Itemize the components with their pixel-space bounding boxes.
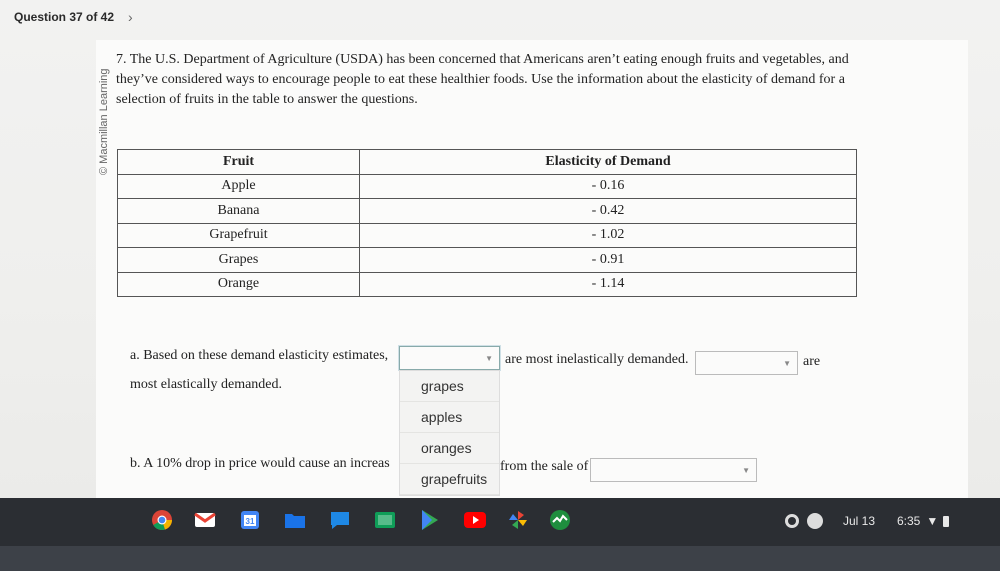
elasticity-table [117,149,857,297]
fruit-cell: Banana [118,199,360,224]
part-a-text: a. Based on these demand elasticity estimates, [130,348,389,363]
classroom-icon[interactable] [373,508,397,532]
chevron-down-icon: ▼ [485,354,493,363]
copyright-credit: © Macmillan Learning [98,68,110,175]
date-display[interactable] [843,510,875,532]
calendar-icon[interactable] [238,508,262,532]
question-header [14,9,133,25]
table-header-row [118,150,857,175]
elasticity-cell: - 0.42 [360,199,857,224]
elasticity-cell: - 0.16 [360,174,857,199]
chat-icon[interactable] [328,508,352,532]
part-b-text: b. A 10% drop in price would cause an increas [130,456,390,471]
elastic-dropdown[interactable] [695,351,798,375]
elasticity-cell: - 1.02 [360,223,857,248]
youtube-icon[interactable] [463,508,487,532]
system-tray[interactable] [897,510,949,532]
table-row [118,199,857,224]
gmail-icon[interactable] [193,508,217,532]
elasticity-cell: - 0.91 [360,248,857,273]
part-a-text: are most inelastically demanded. [505,352,689,367]
question-prompt: 7. The U.S. Department of Agriculture (USDA) has been concerned that Americans aren’t eating enough fruits and vegetables, and they’ve considered ways to encourage people to eat these healthier foods. Use the information about the elasticity of demand for a selection of fruits in the table to answer the questions. [116,52,849,107]
files-icon[interactable] [283,508,307,532]
fruit-cell: Grapefruit [118,223,360,248]
dropdown-option[interactable]: grapefruits [400,464,499,495]
pinwheel-icon[interactable] [506,508,530,532]
time-label: 6:35 [897,514,921,528]
fruit-cell: Orange [118,272,360,297]
inelastic-dropdown[interactable] [399,346,500,370]
play-store-icon[interactable] [418,508,442,532]
wifi-icon: ▼ [926,514,939,528]
chevron-right-icon[interactable]: › [128,9,133,25]
question-counter[interactable]: Question 37 of 42 [14,10,115,24]
date-label: Jul 13 [843,514,876,528]
column-header: Fruit [118,150,360,175]
column-header: Elasticity of Demand [360,150,857,175]
table-row [118,223,857,248]
dropdown-menu [399,370,500,496]
elasticity-cell: - 1.14 [360,272,857,297]
svg-text:31: 31 [245,517,255,526]
part-b-text: from the sale of [500,459,589,474]
part-a-text: are [803,354,821,369]
revenue-dropdown[interactable] [590,458,757,482]
dropdown-option[interactable]: grapes [400,371,499,402]
table-row [118,248,857,273]
chevron-down-icon: ▼ [742,466,750,475]
part-a-text: most elastically demanded. [130,377,283,392]
dropdown-option[interactable]: oranges [400,433,499,464]
battery-icon [943,516,949,527]
table-row [118,272,857,297]
dropdown-option[interactable]: apples [400,402,499,433]
activity-icon[interactable] [548,508,572,532]
screen-bezel [0,546,1000,571]
chrome-icon[interactable] [150,508,174,532]
fruit-cell: Apple [118,174,360,199]
table-row [118,174,857,199]
chevron-down-icon: ▼ [783,359,791,368]
notification-icon [807,513,823,529]
fruit-cell: Grapes [118,248,360,273]
record-icon [785,514,799,528]
status-indicators[interactable] [785,510,823,532]
